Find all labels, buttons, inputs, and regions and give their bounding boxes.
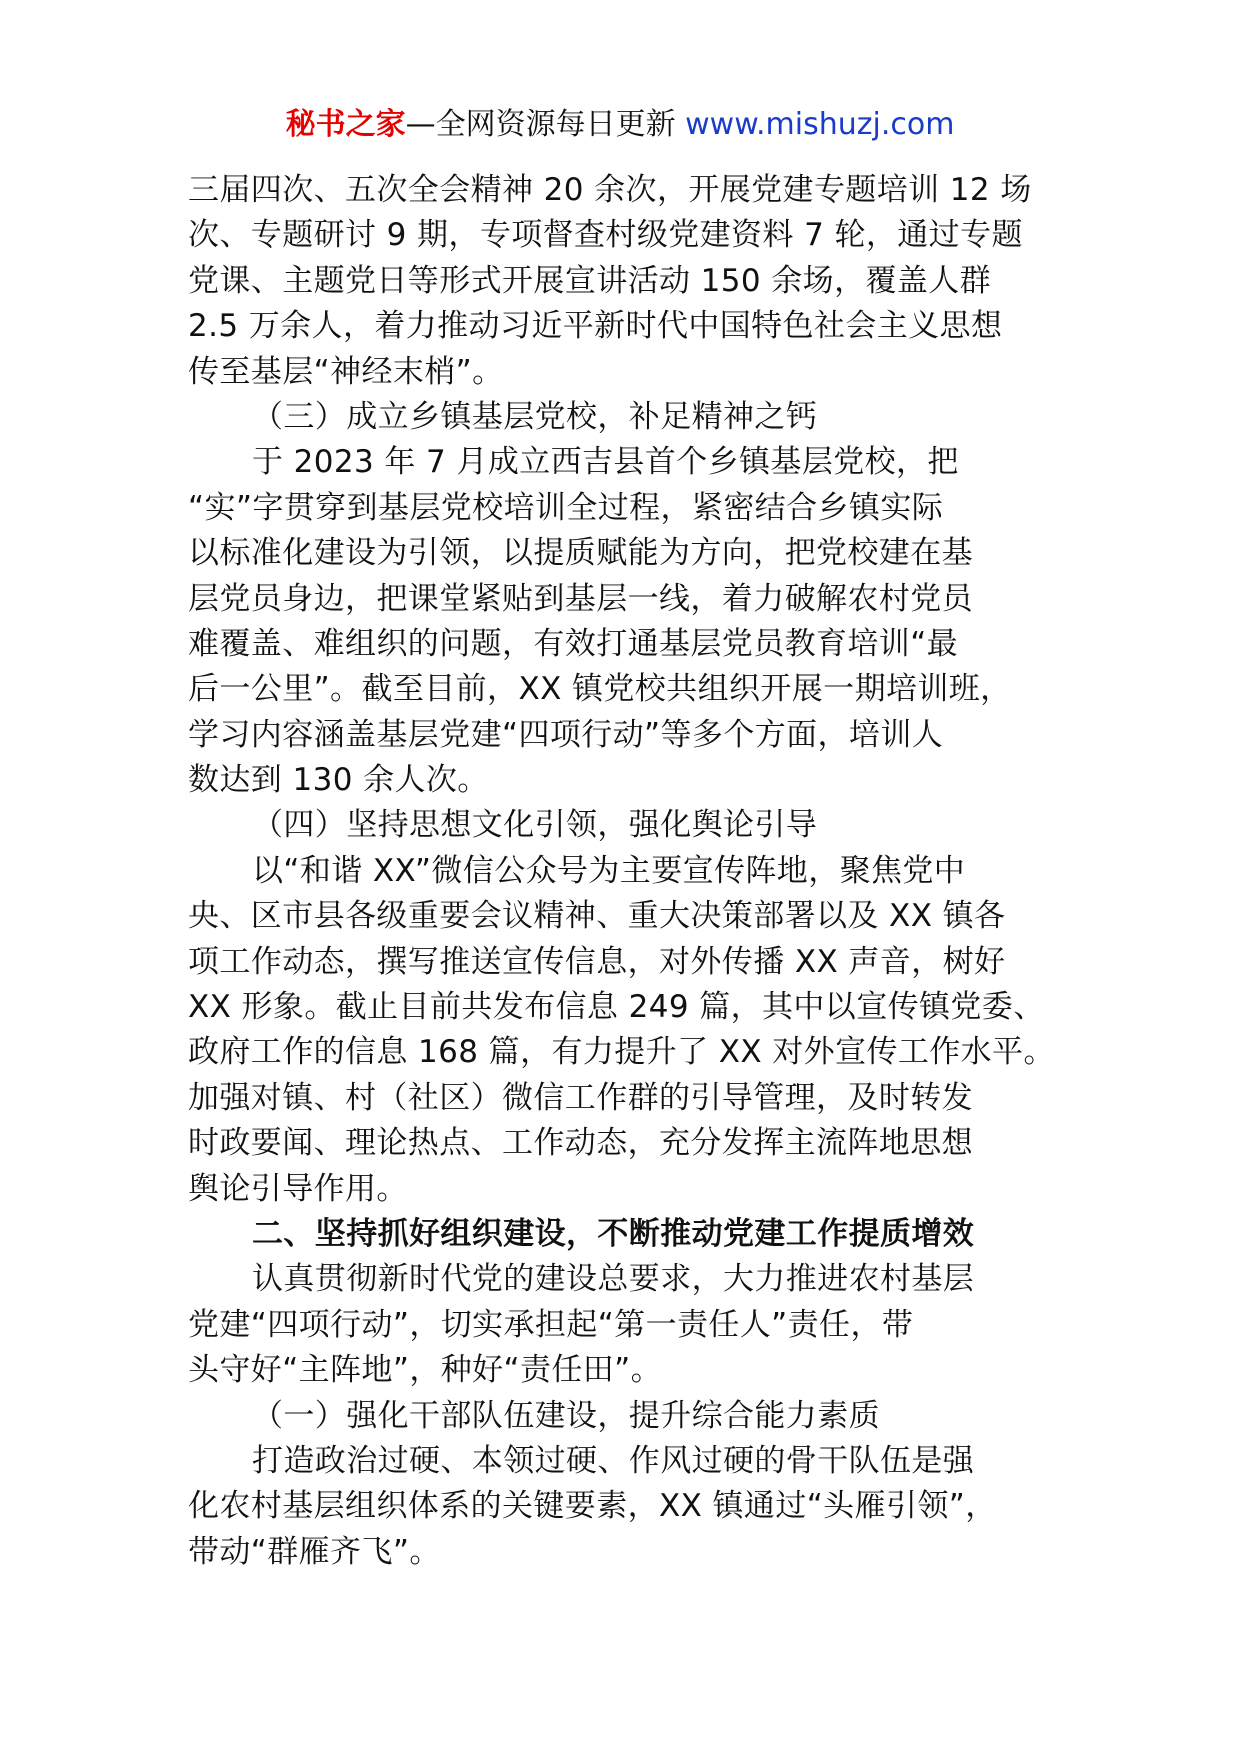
section-heading: 二、坚持抓好组织建设，不断推动党建工作提质增效: [252, 1215, 975, 1252]
paragraph-line: 学习内容涵盖基层党建“四项行动”等多个方面，培训人: [188, 716, 944, 753]
paragraph-line: 项工作动态，撰写推送宣传信息，对外传播 XX 声音，树好: [188, 943, 1006, 980]
paragraph-line: 舆论引导作用。: [188, 1170, 408, 1207]
subsection-heading: （一）强化干部队伍建设，提升综合能力素质: [252, 1397, 880, 1434]
paragraph-line: 央、区市县各级重要会议精神、重大决策部署以及 XX 镇各: [188, 898, 1006, 935]
paragraph-line: 后一公里”。截至目前，XX 镇党校共组织开展一期培训班，: [188, 671, 1012, 708]
paragraph-line: XX 形象。截止目前共发布信息 249 篇，其中以宣传镇党委、: [188, 989, 1045, 1026]
paragraph-line: 次、专题研讨 9 期，专项督查村级党建资料 7 轮，通过专题: [188, 217, 1023, 254]
paragraph-line: 层党员身边，把课堂紧贴到基层一线，着力破解农村党员: [188, 580, 973, 617]
document-body: [188, 168, 1078, 1575]
paragraph-line: 2.5 万余人，着力推动习近平新时代中国特色社会主义思想: [188, 308, 1003, 345]
subsection-heading: （三）成立乡镇基层党校，补足精神之钙: [252, 398, 818, 435]
paragraph-first-line: 打造政治过硬、本领过硬、作风过硬的骨干队伍是强: [252, 1442, 975, 1479]
paragraph-first-line: 认真贯彻新时代党的建设总要求，大力推进农村基层: [252, 1261, 975, 1298]
paragraph-line: 以标准化建设为引领，以提质赋能为方向，把党校建在基: [188, 535, 973, 572]
header-tagline: —全网资源每日更新: [405, 107, 686, 142]
paragraph-line: 党课、主题党日等形式开展宣讲活动 150 余场，覆盖人群: [188, 262, 992, 299]
subsection-heading: （四）坚持思想文化引领，强化舆论引导: [252, 807, 818, 844]
paragraph-line: 党建“四项行动”，切实承担起“第一责任人”责任，带: [188, 1306, 914, 1343]
paragraph-first-line: 于 2023 年 7 月成立西吉县首个乡镇基层党校，把: [252, 444, 959, 481]
paragraph-line: 时政要闻、理论热点、工作动态，充分发挥主流阵地思想: [188, 1125, 973, 1162]
brand-name: 秘书之家: [285, 107, 406, 142]
paragraph-line: 数达到 130 余人次。: [188, 762, 489, 799]
paragraph-line: 加强对镇、村（社区）微信工作群的引导管理，及时转发: [188, 1079, 973, 1116]
paragraph-line: 三届四次、五次全会精神 20 余次，开展党建专题培训 12 场: [188, 172, 1032, 208]
paragraph-line: 政府工作的信息 168 篇，有力提升了 XX 对外宣传工作水平。: [188, 1034, 1055, 1071]
site-url[interactable]: www.mishuzj.com: [685, 107, 955, 142]
page-header: [0, 98, 1240, 152]
paragraph-line: 传至基层“神经末梢”。: [188, 353, 504, 390]
paragraph-line: 头守好“主阵地”，种好“责任田”。: [188, 1352, 663, 1389]
paragraph-first-line: 以“和谐 XX”微信公众号为主要宣传阵地，聚焦党中: [252, 852, 966, 889]
paragraph-line: 带动“群雁齐飞”。: [188, 1533, 441, 1570]
paragraph-line: 化农村基层组织体系的关键要素，XX 镇通过“头雁引领”，: [188, 1488, 997, 1525]
paragraph-line: “实”字贯穿到基层党校培训全过程，紧密结合乡镇实际: [188, 489, 944, 526]
paragraph-line: 难覆盖、难组织的问题，有效打通基层党员教育培训“最: [188, 625, 959, 662]
